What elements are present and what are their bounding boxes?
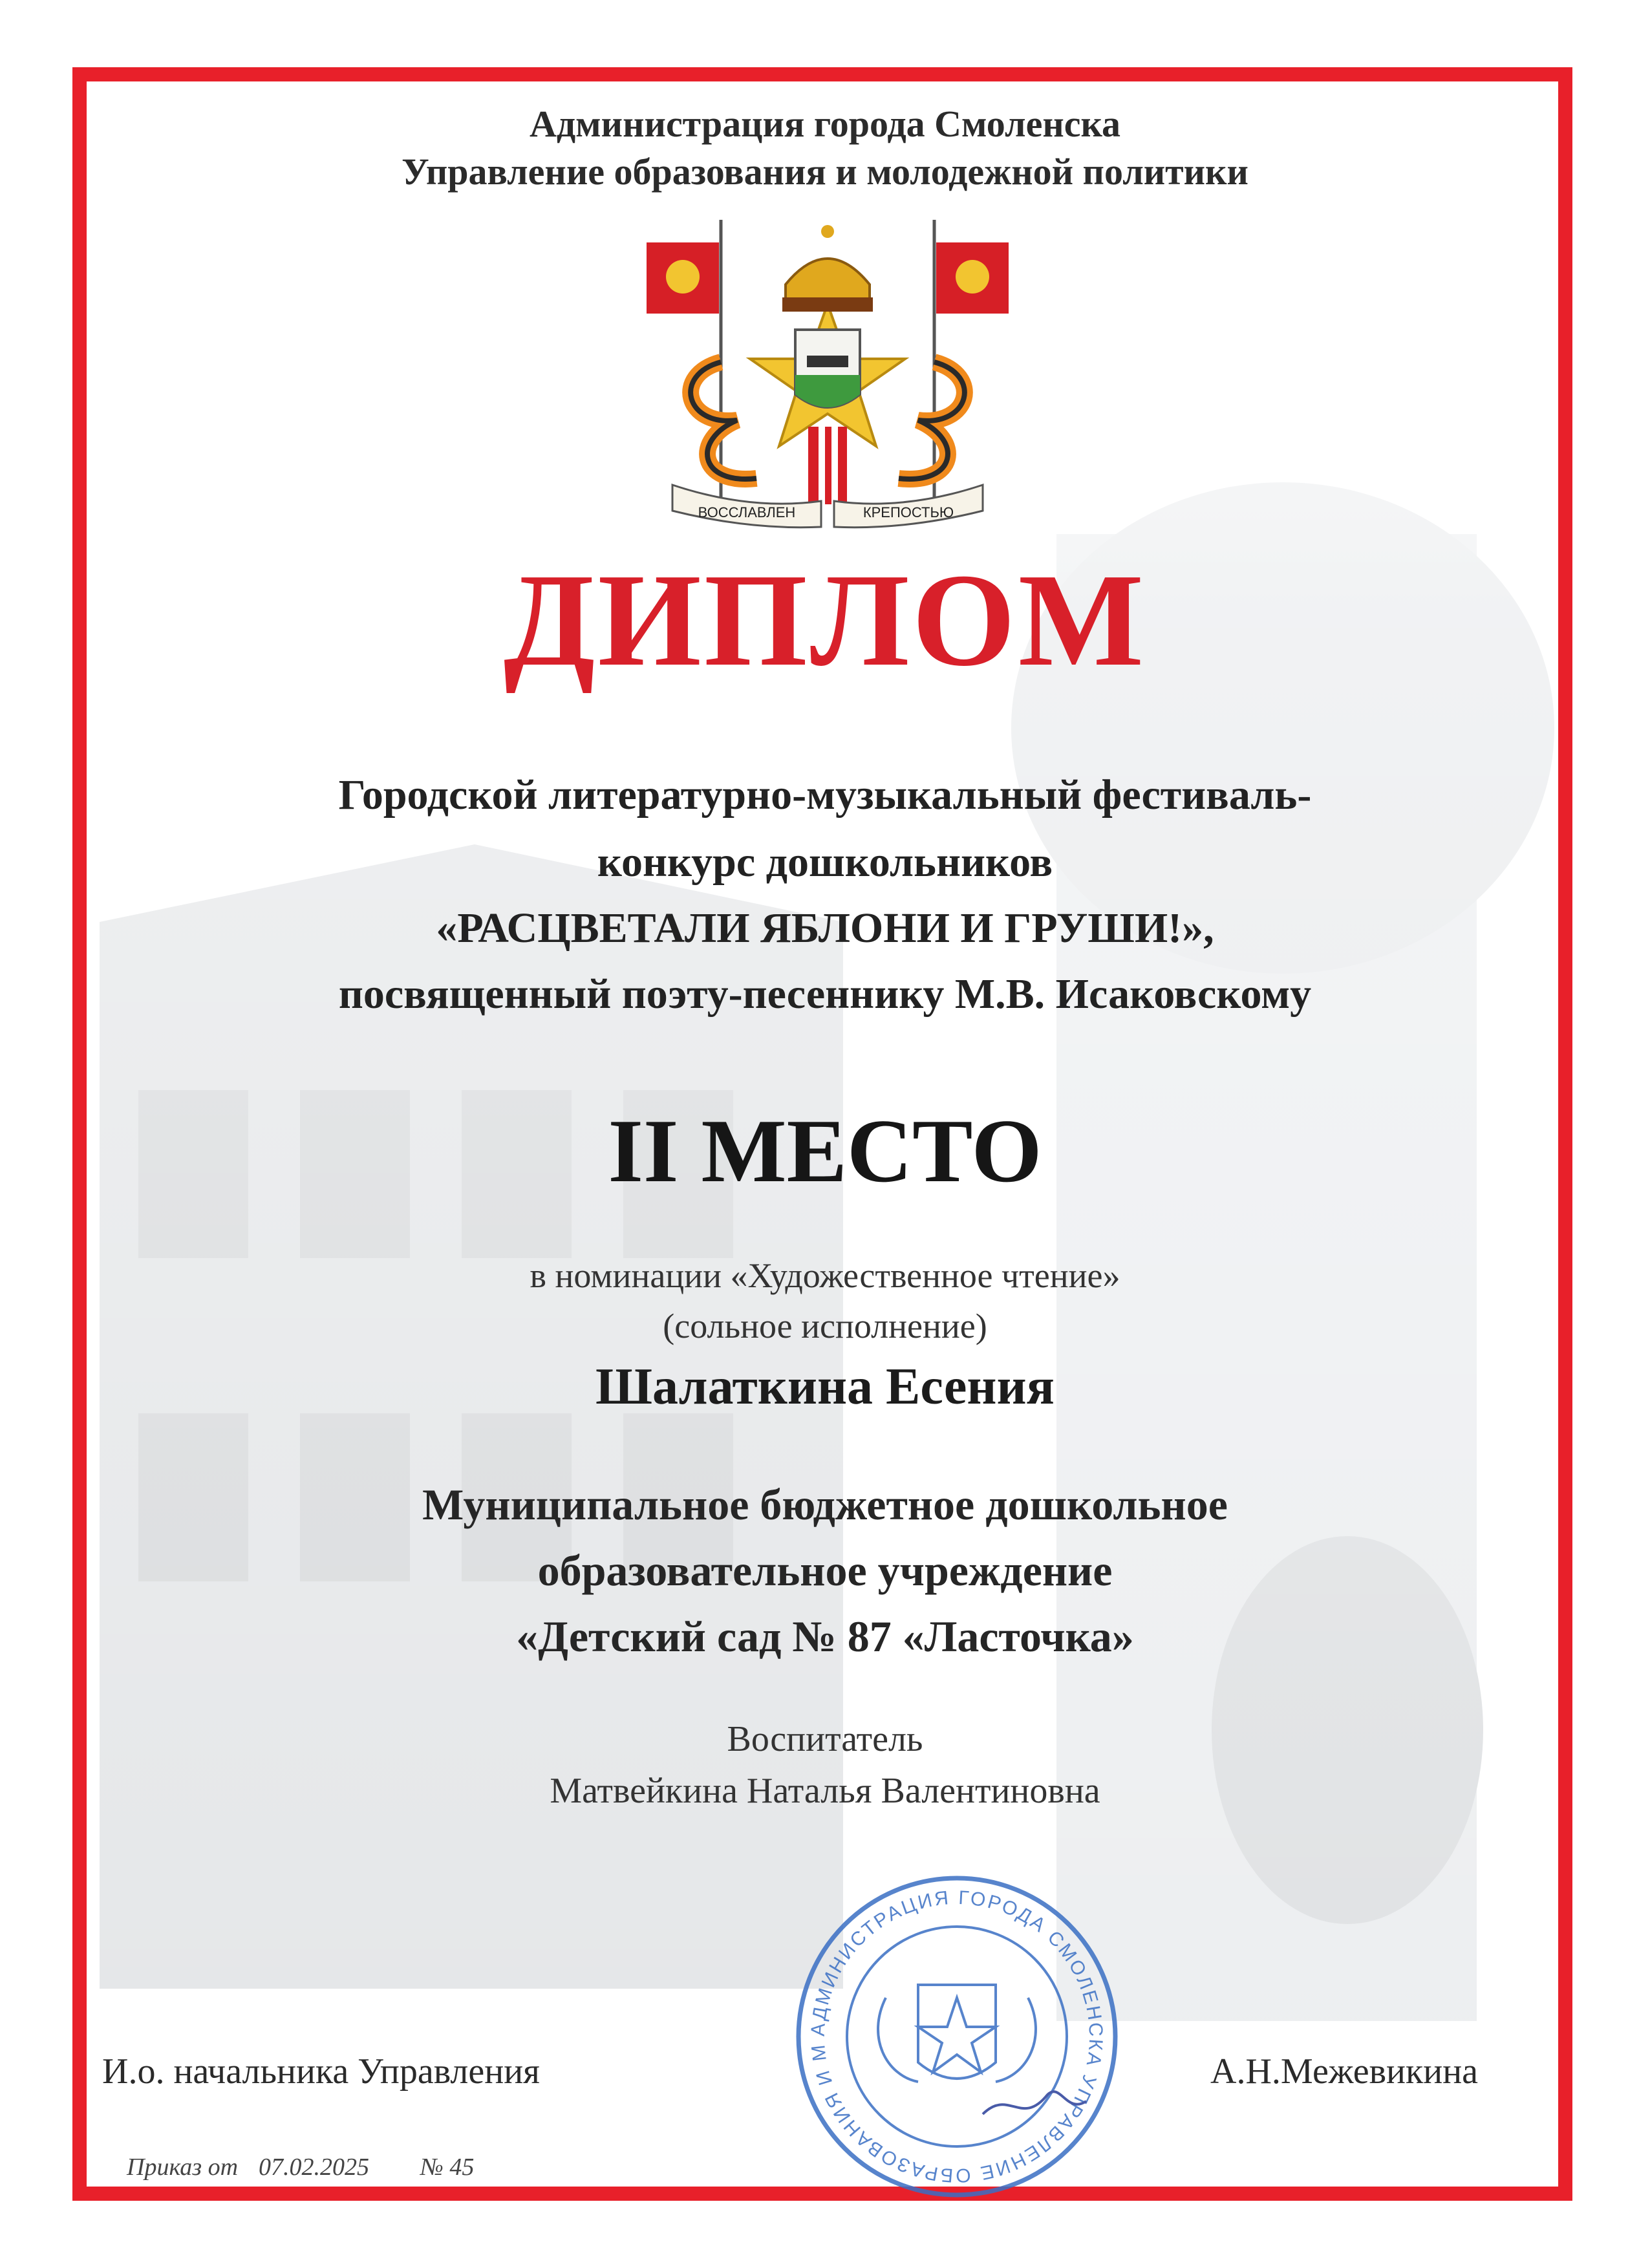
festival-line-2: конкурс дошкольников bbox=[597, 839, 1053, 886]
diploma-title: ДИПЛОМ bbox=[503, 546, 1147, 694]
motto-left: ВОССЛАВЛЕН bbox=[698, 504, 796, 520]
nomination-line-2: (сольное исполнение) bbox=[663, 1307, 987, 1345]
header-line-2: Управление образования и молодежной политики bbox=[402, 151, 1248, 193]
organization-line-2: образовательное учреждение bbox=[537, 1546, 1113, 1595]
signature-position: И.о. начальника Управления bbox=[102, 2051, 540, 2091]
nomination-line-1: в номинации «Художественное чтение» bbox=[530, 1256, 1120, 1295]
order-date: 07.02.2025 bbox=[259, 2154, 369, 2181]
order-label: Приказ от bbox=[127, 2154, 239, 2181]
header-line-1: Администрация города Смоленска bbox=[529, 103, 1121, 145]
motto-right: КРЕПОСТЬЮ bbox=[862, 504, 954, 520]
winner-name: Шалаткина Есения bbox=[595, 1358, 1055, 1415]
official-stamp bbox=[789, 1868, 1125, 2205]
festival-line-3: «РАСЦВЕТАЛИ ЯБЛОНИ И ГРУШИ!», bbox=[436, 904, 1214, 952]
stamp-ring-text: АДМИНИСТРАЦИЯ ГОРОДА СМОЛЕНСКА УПРАВЛЕНИЕ ОБРАЗОВАНИЯ И М bbox=[807, 1887, 1107, 2187]
place-award: II МЕСТО bbox=[608, 1101, 1042, 1201]
festival-line-4: посвященный поэту-песеннику М.В. Исаковскому bbox=[338, 970, 1312, 1018]
organization-line-3: «Детский сад № 87 «Ласточка» bbox=[516, 1612, 1134, 1661]
signature-name: А.Н.Межевикина bbox=[1210, 2051, 1479, 2091]
order-number: № 45 bbox=[420, 2154, 475, 2181]
coat-of-arms-emblem bbox=[647, 207, 1009, 530]
teacher-role: Воспитатель bbox=[727, 1719, 923, 1759]
organization-line-1: Муниципальное бюджетное дошкольное bbox=[422, 1480, 1228, 1529]
teacher-name: Матвейкина Наталья Валентиновна bbox=[550, 1771, 1100, 1811]
festival-line-1: Городской литературно-музыкальный фестиваль- bbox=[338, 771, 1312, 818]
